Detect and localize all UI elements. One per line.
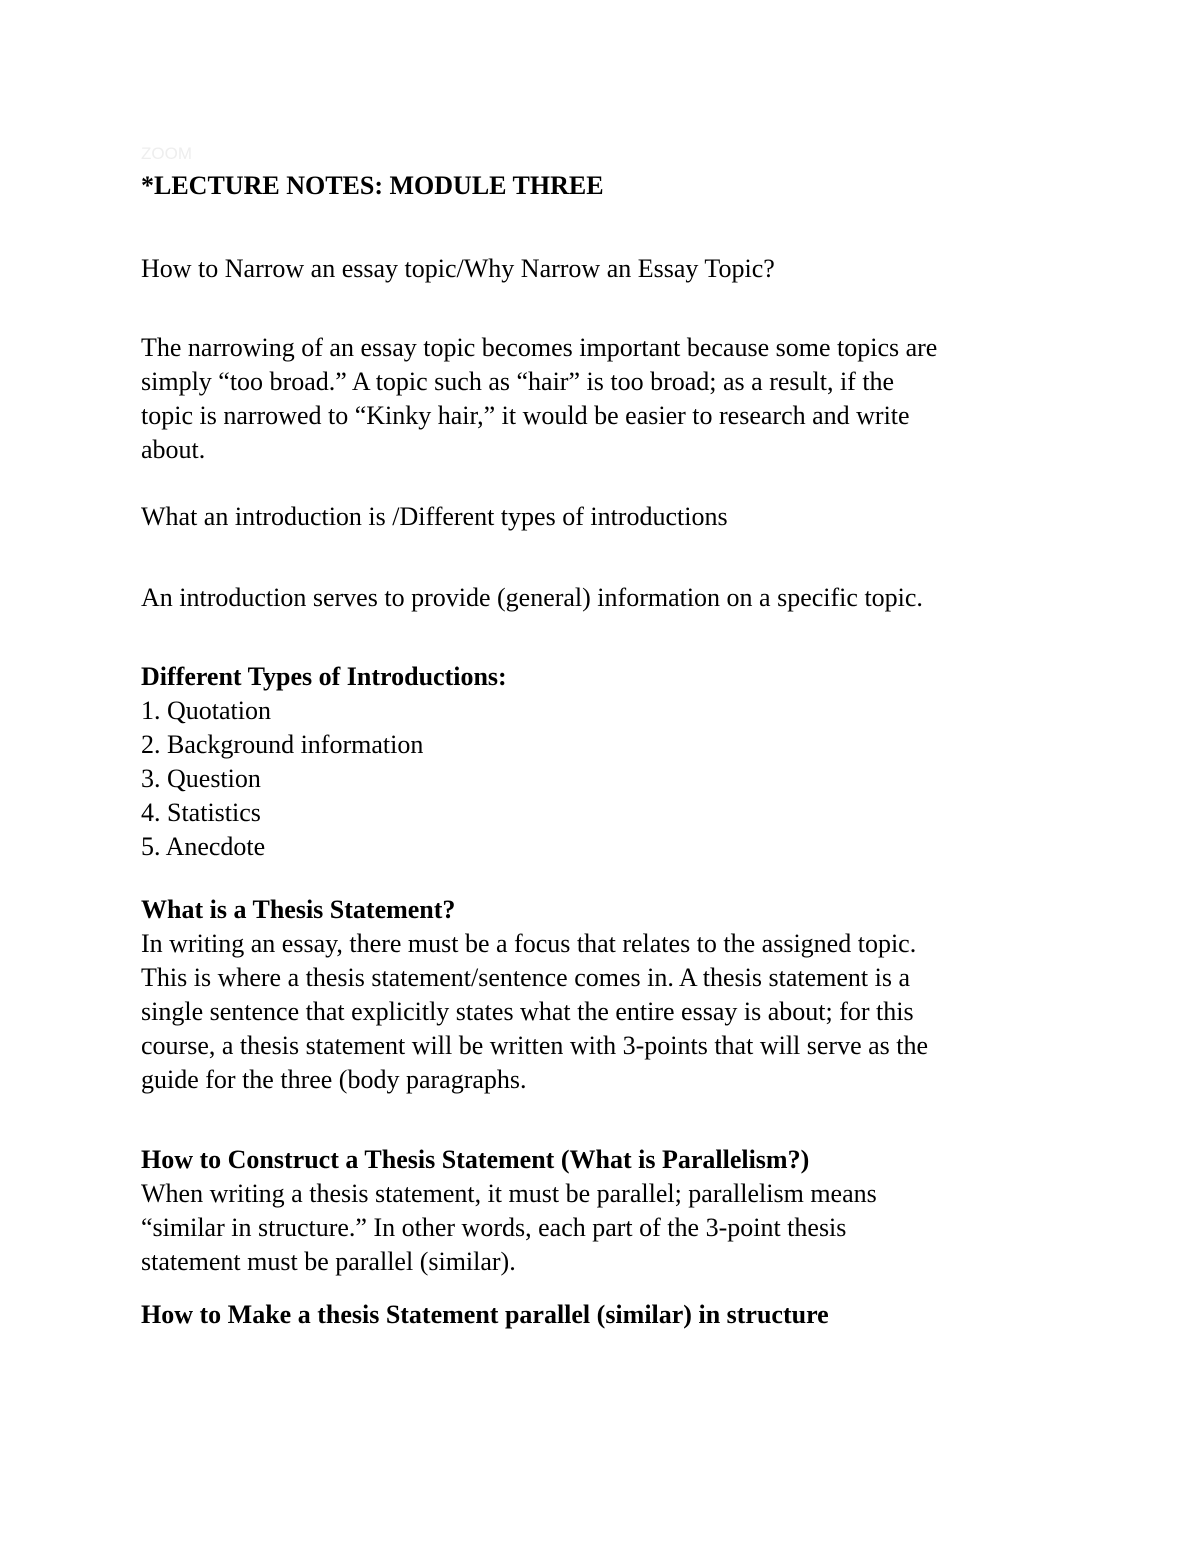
paragraph-line: When writing a thesis statement, it must be parallel; parallelism means [141,1179,877,1208]
paragraph-line: about. [141,435,206,464]
types-list [141,694,423,864]
construct-paragraph [141,1177,877,1279]
paragraph-line: In writing an essay, there must be a focus that relates to the assigned topic. [141,929,917,958]
watermark-text: ZOOM [141,144,192,163]
intro-paragraph: An introduction serves to provide (general) information on a specific topic. [141,583,923,612]
narrow-paragraph [141,331,937,467]
list-item: 4. Statistics [141,798,261,827]
paragraph-line: simply “too broad.” A topic such as “hair” is too broad; as a result, if the [141,367,895,396]
paragraph-line: single sentence that explicitly states what the entire essay is about; for this [141,997,914,1026]
paragraph-line: “similar in structure.” In other words, each part of the 3-point thesis [141,1213,847,1242]
intro-heading: What an introduction is /Different types of introductions [141,502,728,531]
list-item: 1. Quotation [141,696,271,725]
document-title: *LECTURE NOTES: MODULE THREE [141,171,604,200]
paragraph-line: The narrowing of an essay topic becomes important because some topics are [141,333,938,362]
list-item: 3. Question [141,764,261,793]
parallel-heading: How to Make a thesis Statement parallel (similar) in structure [141,1300,829,1329]
paragraph-line: guide for the three (body paragraphs. [141,1065,527,1094]
paragraph-line: course, a thesis statement will be written with 3-points that will serve as the [141,1031,929,1060]
paragraph-line: This is where a thesis statement/sentence comes in. A thesis statement is a [141,963,910,992]
thesis-heading: What is a Thesis Statement? [141,895,456,924]
narrow-heading: How to Narrow an essay topic/Why Narrow an Essay Topic? [141,254,775,283]
thesis-paragraph [141,927,928,1097]
construct-heading: How to Construct a Thesis Statement (What is Parallelism?) [141,1145,810,1174]
list-item: 5. Anecdote [141,832,266,861]
paragraph-line: statement must be parallel (similar). [141,1247,516,1276]
list-item: 2. Background information [141,730,424,759]
types-heading: Different Types of Introductions: [141,662,507,691]
paragraph-line: topic is narrowed to “Kinky hair,” it would be easier to research and write [141,401,910,430]
